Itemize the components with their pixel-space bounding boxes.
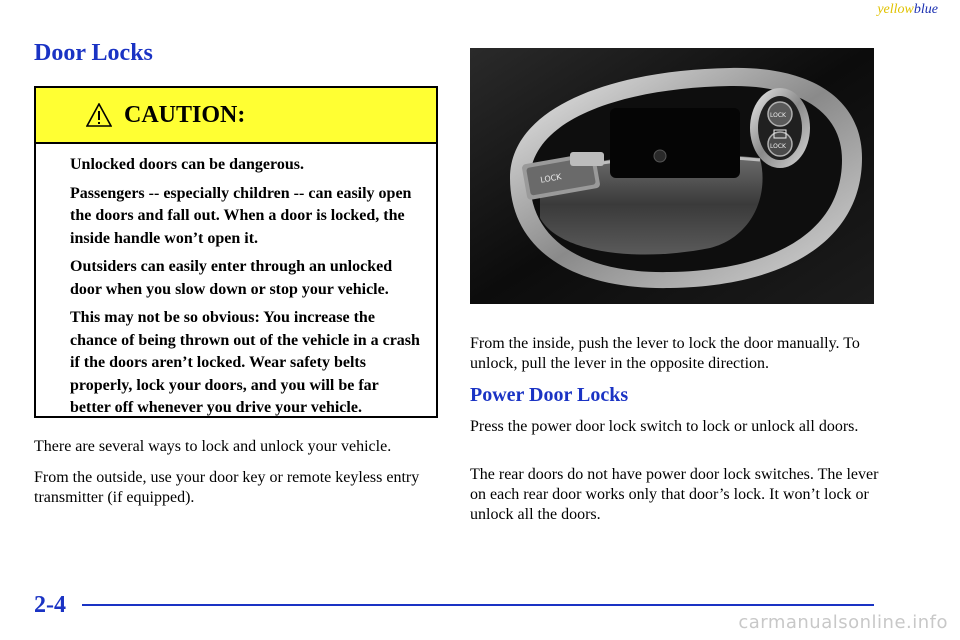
body-paragraph: From the inside, push the lever to lock the door manually. To unlock, pull the lever in the opposite direction. xyxy=(470,335,860,372)
warning-triangle-icon xyxy=(86,103,112,127)
lock-lever-label: LOCK xyxy=(539,172,563,185)
color-tag-yellow: yellow xyxy=(877,2,914,17)
caution-paragraph: This may not be so obvious: You increase the chance of being thrown out of the vehicle in a crash if the doors aren’t locked. Wear safety belts properly, lock your doors, and you will be far better off whenever you drive your vehicle. xyxy=(70,309,420,416)
caution-paragraph: Outsiders can easily enter through an unlocked door when you slow down or stop your vehicle. xyxy=(70,258,393,298)
page-title: Door Locks xyxy=(34,40,153,66)
caution-body xyxy=(36,144,436,420)
caution-header xyxy=(36,88,436,144)
body-paragraph: Press the power door lock switch to lock or unlock all doors. xyxy=(470,418,859,435)
footer-rule xyxy=(82,604,874,606)
lock-switch-label-top: LOCK xyxy=(770,112,786,119)
watermark: carmanualsonline.info xyxy=(738,612,948,633)
body-paragraph: The rear doors do not have power door lock switches. The lever on each rear door works only that door’s lock. It won’t lock or unlock all the doors. xyxy=(470,466,879,523)
caution-box xyxy=(34,86,438,418)
lock-switch-label-bottom: LOCK xyxy=(770,143,786,150)
color-tag-blue: blue xyxy=(913,2,938,17)
page-number: 2-4 xyxy=(34,592,66,618)
section-subtitle: Power Door Locks xyxy=(470,384,629,406)
body-paragraph: From the outside, use your door key or remote keyless entry transmitter (if equipped). xyxy=(34,469,420,506)
caution-paragraph: Unlocked doors can be dangerous. xyxy=(70,156,304,173)
body-paragraph: There are several ways to lock and unlock your vehicle. xyxy=(34,438,392,455)
caution-paragraph: Passengers -- especially children -- can easily open the doors and fall out. When a door is locked, the inside handle won’t open it. xyxy=(70,184,412,247)
caution-title: CAUTION: xyxy=(124,101,246,128)
color-tag xyxy=(877,2,938,18)
door-handle-photo xyxy=(470,48,874,304)
